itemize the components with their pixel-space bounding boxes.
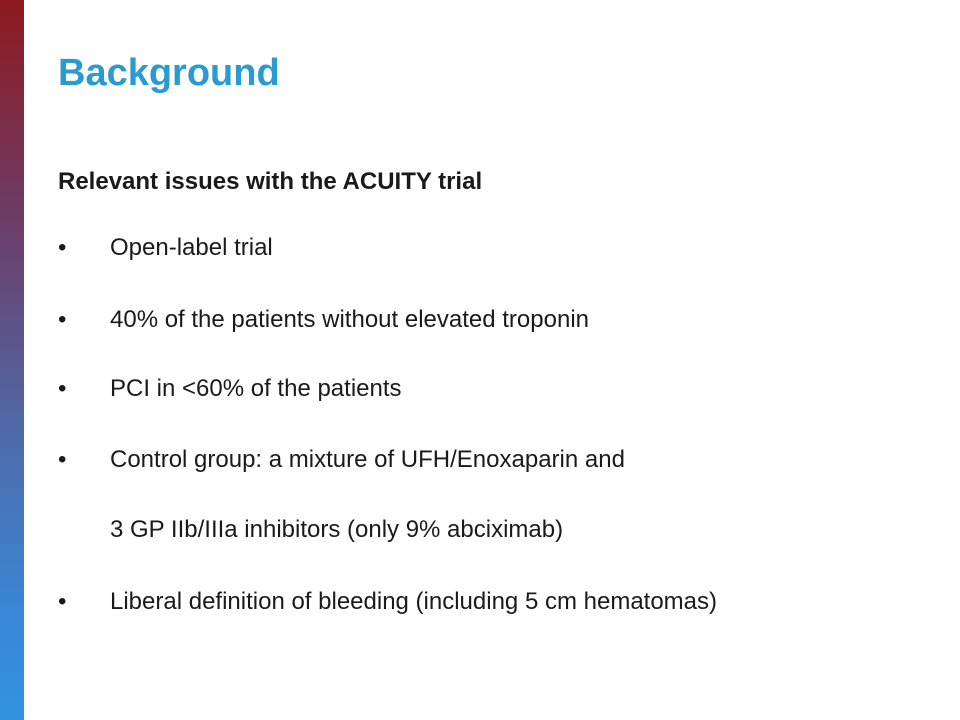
bullet-text: Control group: a mixture of UFH/Enoxaparin and	[110, 446, 625, 473]
bullet-text: 40% of the patients without elevated troponin	[110, 306, 589, 333]
bullet-text: Liberal definition of bleeding (including 5 cm hematomas)	[110, 588, 718, 615]
bullet-dot: •	[58, 375, 67, 402]
slide-subtitle: Relevant issues with the ACUITY trial	[58, 168, 483, 195]
bullet-continuation-text: 3 GP IIb/IIIa inhibitors (only 9% abciximab)	[110, 516, 564, 543]
bullet-text: Open-label trial	[110, 234, 273, 261]
slide-title: Background	[58, 52, 280, 94]
bullet-dot: •	[58, 306, 67, 333]
bullet-dot: •	[58, 588, 67, 615]
bullet-dot: •	[58, 234, 67, 261]
bullet-dot: •	[58, 446, 67, 473]
bullet-text: PCI in <60% of the patients	[110, 375, 402, 402]
side-accent-bar	[0, 0, 24, 720]
